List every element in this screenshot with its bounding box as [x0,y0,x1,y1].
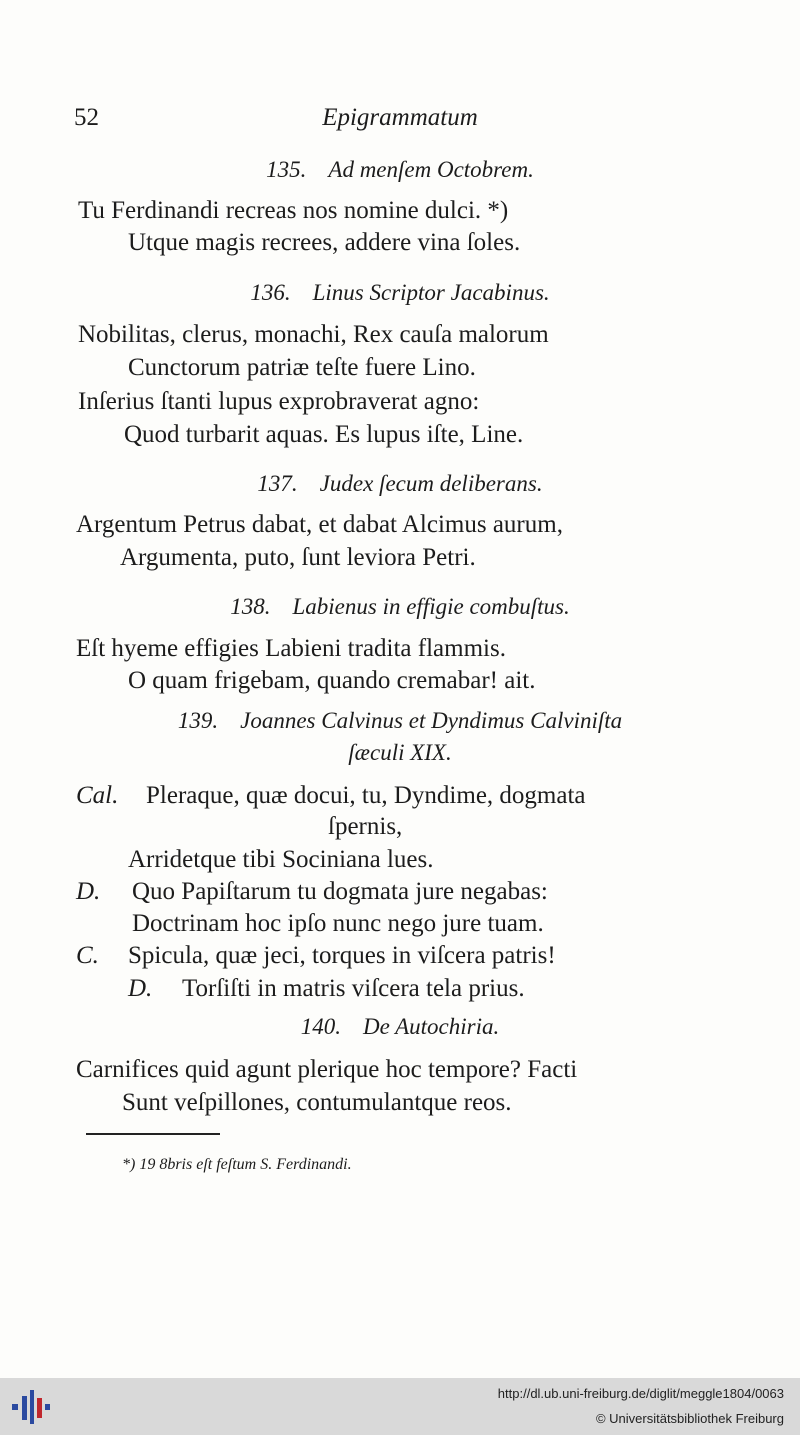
viewer-footer [0,1378,800,1435]
epigram-number: 138. [230,594,271,619]
verse-line: Quod turbarit aquas. Es lupus iſte, Line. [124,421,524,448]
dialogue-line: Doctrinam hoc ipſo nunc nego jure tuam. [132,910,544,937]
epigram-number: 140. [300,1014,341,1039]
epigram-number: 139. [177,708,219,733]
dialogue-line: Arridetque tibi Sociniana lues. [128,846,434,873]
verse-line: Argentum Petrus dabat, et dabat Alcimus aurum, [76,511,563,538]
epigram-heading-136 [0,278,800,308]
verse-line: Nobilitas, clerus, monachi, Rex cauſa malorum [78,321,549,348]
speaker-label: C. [76,942,99,969]
epigram-heading-139 [0,706,800,736]
epigram-title: Labienus in effigie combuſtus. [292,594,570,619]
verse-line: Argumenta, puto, ſunt leviora Petri. [120,544,476,571]
epigram-number: 136. [250,280,291,305]
epigram-heading-138 [0,592,800,622]
speaker-label: D. [128,975,153,1002]
epigram-title: Joannes Calvinus et Dyndimus Calviniſta [240,708,623,733]
footnote-rule [86,1133,220,1135]
epigram-heading-137 [0,469,800,499]
epigram-title-continued: ſæculi XIX. [348,740,452,765]
epigram-title: De Autochiria. [362,1014,500,1039]
epigram-number: 137. [257,471,298,496]
dialogue-line: Spicula, quæ jeci, torques in viſcera patris! [128,942,556,969]
verse-line: Carnifices quid agunt plerique hoc tempore? Facti [76,1056,578,1083]
verse-line: Utque magis recrees, addere vina ſoles. [128,229,521,256]
library-logo-icon [10,1386,52,1428]
epigram-title: Judex ſecum deliberans. [319,471,543,496]
dialogue-line: Quo Papiſtarum tu dogmata jure negabas: [132,878,548,905]
footnote: *) 19 8bris eſt feſtum S. Ferdinandi. [122,1156,352,1173]
dialogue-line: Torſiſti in matris viſcera tela prius. [182,975,525,1002]
verse-line: Cunctorum patriæ teſte fuere Lino. [128,354,476,381]
running-head: Epigrammatum [322,104,478,131]
verse-line: Tu Ferdinandi recreas nos nomine dulci. *) [78,197,509,224]
epigram-title: Ad menſem Octobrem. [328,157,534,182]
dialogue-line: ſpernis, [328,813,403,840]
dialogue-line: Pleraque, quæ docui, tu, Dyndime, dogmata [146,782,586,809]
permalink-url[interactable]: http://dl.ub.uni-freiburg.de/diglit/meggle1804/0063 [497,1386,784,1401]
epigram-heading-135 [0,155,800,185]
page-number: 52 [74,104,99,131]
epigram-number: 135. [266,157,307,182]
verse-line: O quam frigebam, quando cremabar! ait. [128,667,536,694]
verse-line: Eſt hyeme effigies Labieni tradita flammis. [76,635,506,662]
speaker-label: Cal. [76,782,119,809]
epigram-title: Linus Scriptor Jacabinus. [312,280,550,305]
copyright-notice: © Universitätsbibliothek Freiburg [595,1411,784,1426]
speaker-label: D. [76,878,101,905]
epigram-heading-140 [0,1012,800,1042]
verse-line: Sunt veſpillones, contumulantque reos. [122,1089,512,1116]
verse-line: Inſerius ſtanti lupus exprobraverat agno: [78,388,480,415]
